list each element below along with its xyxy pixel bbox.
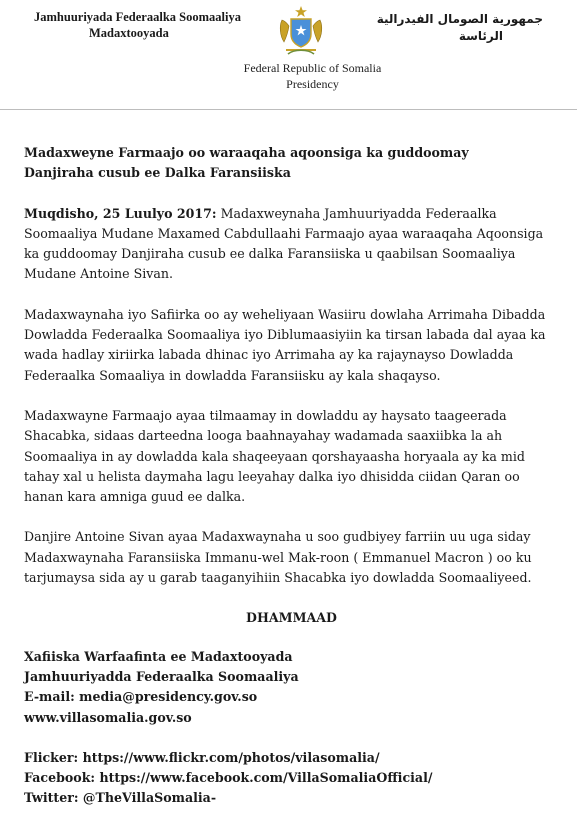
twitter-link[interactable]: Twitter: @TheVillaSomalia- — [24, 790, 217, 806]
paragraph-4: Danjire Antoine Sivan ayaa Madaxwaynaha u soo gudbiyey farriin uu uga siday Madaxwaynaha Faransiiska Immanu-wel Mak-roon ( Emmanuel Macron ) oo ku tarjumaysa sida ay u garab taaganyihiin Shacabka iyo dowladda Soomaaliyeed. — [24, 529, 532, 586]
end-marker: DHAMMAAD — [246, 610, 337, 626]
letterhead-english-line2: Presidency — [286, 77, 339, 91]
somalia-coat-of-arms-icon — [274, 4, 328, 58]
dateline: Muqdisho, 25 Luulyo 2017: — [24, 205, 217, 221]
paragraph-1 — [24, 204, 559, 285]
contact-government: Jamhuuriyadda Federaalka Soomaaliya — [24, 668, 299, 684]
headline-line1: Madaxweyne Farmaajo oo waraaqaha aqoonsiga ka guddoomay — [24, 145, 469, 160]
press-release-body — [24, 143, 559, 809]
letterhead-somali-line2: Madaxtooyada — [89, 26, 169, 40]
letterhead-arabic-line2: الرئاسة — [458, 29, 503, 43]
paragraph-1-text: Madaxweynaha Jamhuuriyadda Federaalka Soomaaliya Mudane Maxamed Cabdullaahi Farmaajo ayaa waraaqaha Aqoonsiga ka guddoomay Danjiraha cusub ee dalka Faransiiska u qaabilsan Soomaaliya Mudane Antoine Sivan. — [24, 205, 544, 282]
letterhead — [0, 0, 577, 98]
headline — [24, 143, 559, 184]
header-divider — [0, 109, 577, 110]
letterhead-english-line1: Federal Republic of Somalia — [243, 61, 382, 75]
flickr-link[interactable]: Flicker: https://www.flickr.com/photos/vilasomalia/ — [24, 749, 380, 765]
contact-office: Xafiiska Warfaafinta ee Madaxtooyada — [24, 648, 293, 664]
contact-website-link[interactable]: www.villasomalia.gov.so — [24, 709, 192, 725]
paragraph-3: Madaxwayne Farmaajo ayaa tilmaamay in dowladdu ay haysato taageerada Shacabka, sidaas darteedna looga baahnayahay wadamada saaxiibka la ah Soomaaliya in ay dowladda kala shaqeeyaan qorshayaasha horyaala ay ka mid tahay xal u helista daymaha lagu leeyahay dalka iyo dhisidda ciidan Qaran oo hanan kara amniga guud ee dalka. — [24, 407, 525, 505]
facebook-link[interactable]: Facebook: https://www.facebook.com/VillaSomaliaOfficial/ — [24, 770, 433, 786]
letterhead-arabic-line1: جمهورية الصومال الفيدرالية — [376, 12, 543, 26]
letterhead-english — [0, 60, 577, 92]
social-links — [24, 748, 559, 809]
letterhead-arabic — [377, 11, 543, 45]
contact-block — [24, 647, 559, 728]
letterhead-somali — [34, 9, 241, 41]
headline-line2: Danjiraha cusub ee Dalka Faransiiska — [24, 165, 291, 181]
contact-email[interactable]: E-mail: media@presidency.gov.so — [24, 689, 258, 705]
paragraph-2: Madaxwaynaha iyo Safiirka oo ay weheliyaan Wasiiru dowlaha Arrimaha Dibadda Dowladda Federaalka Soomaaliya iyo Diblumaasiyiin ka tirsan labada dal ayaa ka wada hadlay xiriirka labada dhinac iyo Arrimaha ay ka rajaynayso Dowladda Federaalka Somaaliya in dowladda Faransiisku ay kala shaqayso. — [24, 306, 546, 383]
letterhead-somali-line1: Jamhuuriyada Federaalka Soomaaliya — [34, 10, 241, 24]
